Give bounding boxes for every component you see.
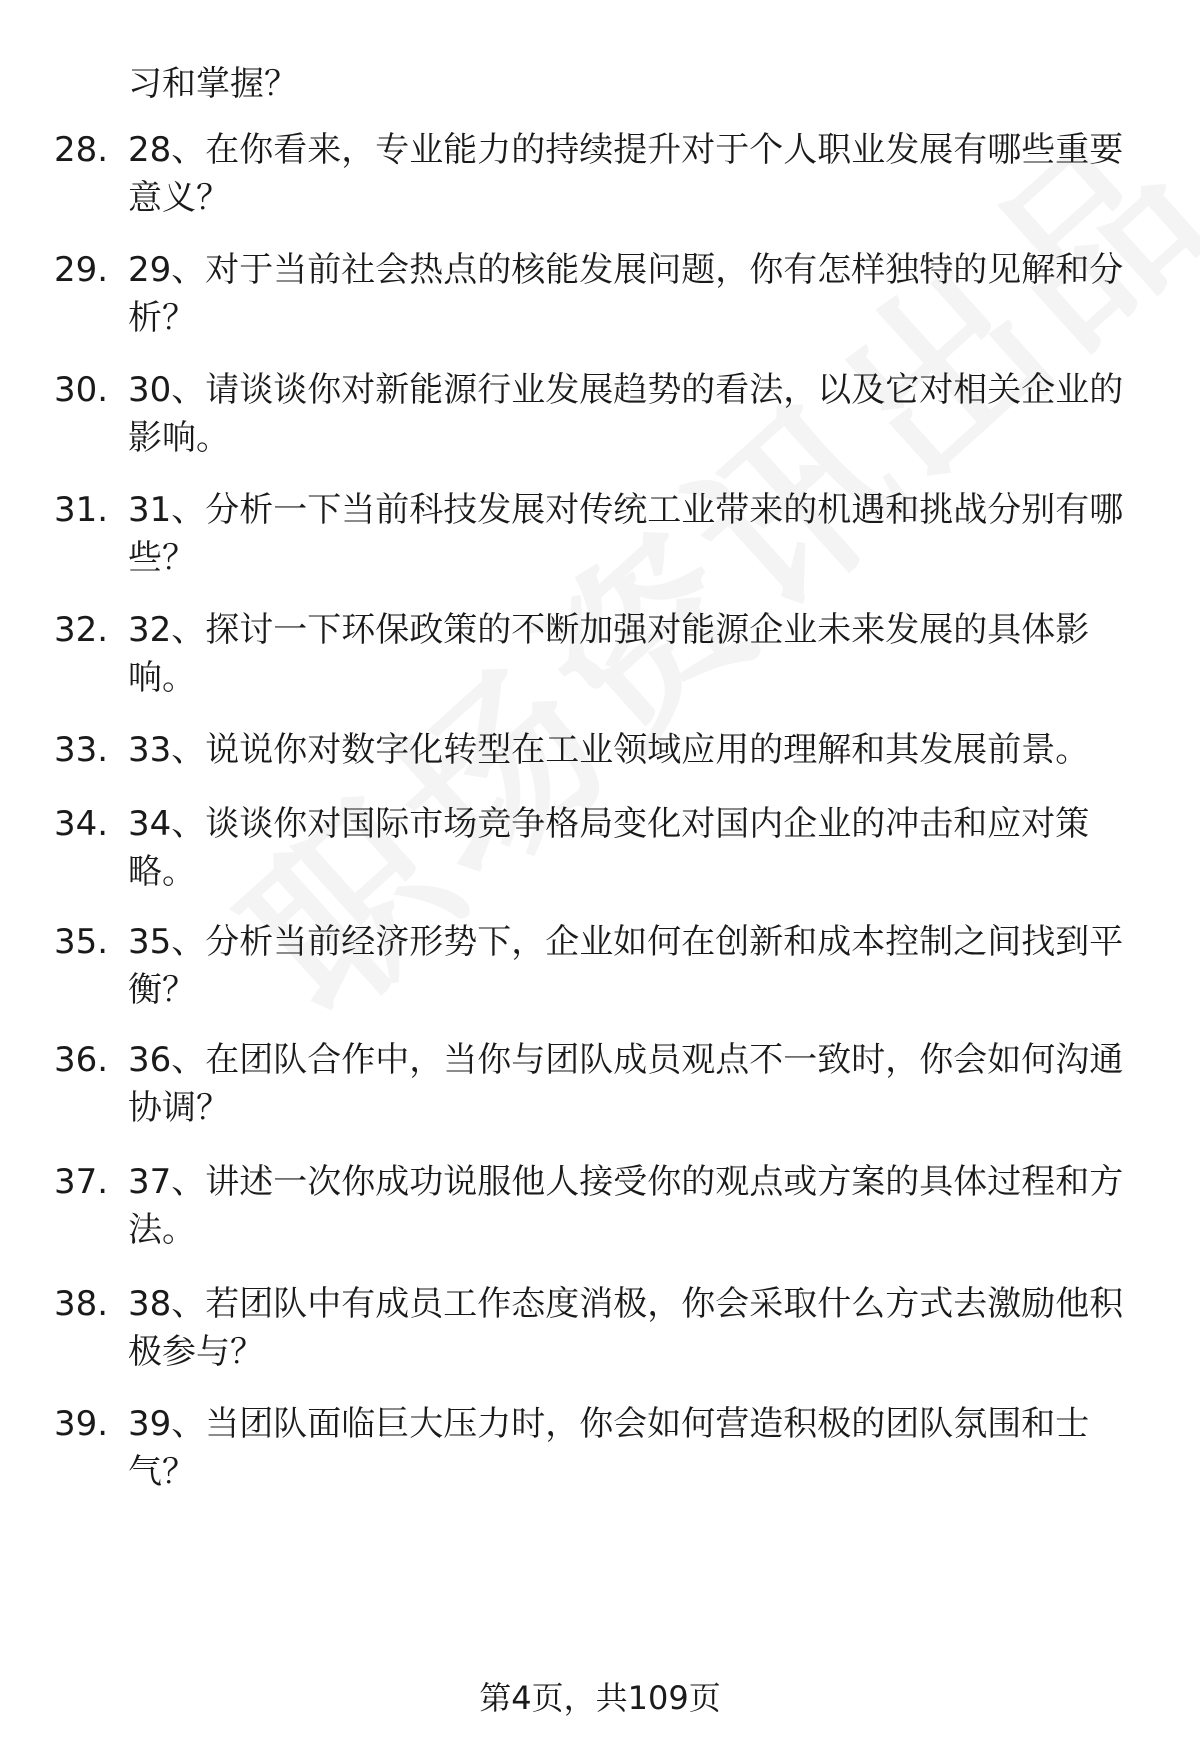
item-number: 37.: [54, 1162, 109, 1202]
item-number: 36.: [54, 1040, 109, 1080]
item-text: 34、谈谈你对国际市场竞争格局变化对国内企业的冲击和应对策略。: [128, 804, 1090, 892]
item-number: 32.: [54, 610, 109, 650]
item-number: 34.: [54, 804, 109, 844]
page-footer: 第4页，共109页: [479, 1679, 721, 1717]
item-number: 31.: [54, 490, 109, 530]
item-text: 33、说说你对数字化转型在工业领域应用的理解和其发展前景。: [128, 730, 1090, 770]
item-text: 32、探讨一下环保政策的不断加强对能源企业未来发展的具体影响。: [128, 610, 1090, 698]
item-number: 30.: [54, 370, 109, 410]
item-number: 28.: [54, 130, 109, 170]
item-text: 29、对于当前社会热点的核能发展问题，你有怎样独特的见解和分析？: [128, 250, 1124, 338]
item-text: 38、若团队中有成员工作态度消极，你会采取什么方式去激励他积极参与？: [128, 1284, 1124, 1372]
item-text: 30、请谈谈你对新能源行业发展趋势的看法，以及它对相关企业的影响。: [128, 370, 1124, 458]
item-number: 35.: [54, 922, 109, 962]
item-number: 39.: [54, 1404, 109, 1444]
item-number: 38.: [54, 1284, 109, 1324]
item-text: 37、讲述一次你成功说服他人接受你的观点或方案的具体过程和方法。: [128, 1162, 1124, 1250]
item-text: 31、分析一下当前科技发展对传统工业带来的机遇和挑战分别有哪些？: [128, 490, 1124, 578]
item-number: 29.: [54, 250, 109, 290]
item-number: 33.: [54, 730, 109, 770]
item-text: 39、当团队面临巨大压力时，你会如何营造积极的团队氛围和士气？: [128, 1404, 1090, 1492]
item-text: 35、分析当前经济形势下，企业如何在创新和成本控制之间找到平衡？: [128, 922, 1124, 1010]
item-text: 28、在你看来，专业能力的持续提升对于个人职业发展有哪些重要意义？: [128, 130, 1124, 218]
continued-text: 习和掌握？: [128, 64, 298, 104]
item-text: 36、在团队合作中，当你与团队成员观点不一致时，你会如何沟通协调？: [128, 1040, 1124, 1128]
